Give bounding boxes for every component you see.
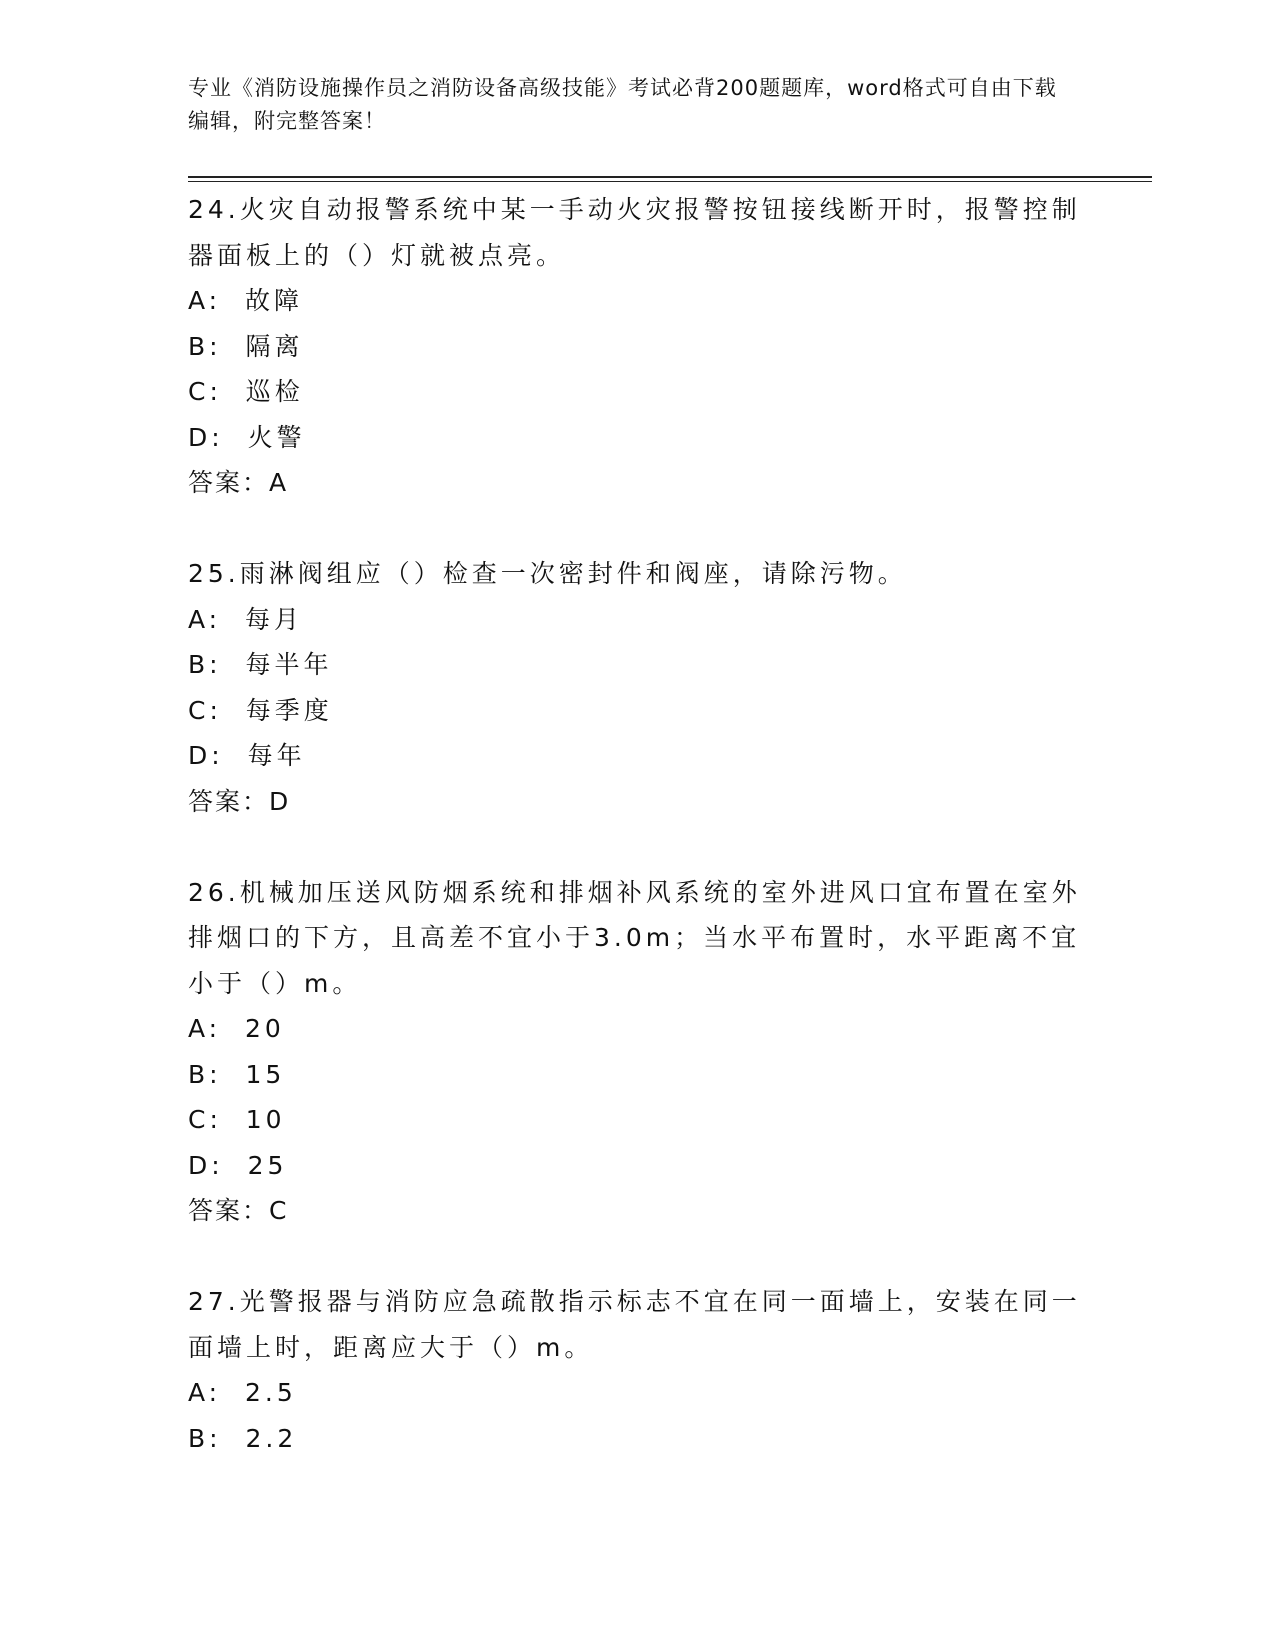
question-27 [188,1279,1088,1461]
header-divider-thin [188,181,1152,182]
option-c: C: 巡检 [188,377,304,406]
option-a: A: 2.5 [188,1378,297,1407]
question-list [188,187,1088,1461]
option-a: A: 20 [188,1014,285,1043]
question-stem: 27.光警报器与消防应急疏散指示标志不宜在同一面墙上，安装在同一面墙上时，距离应大于（）m。 [188,1287,1081,1362]
answer-line: 答案：D [188,786,291,816]
option-a: A: 每月 [188,604,303,634]
option-c: C: 10 [188,1105,286,1134]
question-26 [188,870,1088,1234]
option-b: B: 2.2 [188,1423,298,1453]
option-d: D: 每年 [188,741,306,770]
option-b: B: 15 [188,1059,286,1089]
answer-line: 答案：A [188,468,289,497]
document-header: 专业《消防设施操作员之消防设备高级技能》考试必背200题题库，word格式可自由下载编辑，附完整答案！ [188,76,1057,133]
question-24 [188,187,1088,506]
question-25 [188,551,1088,824]
option-c: C: 每季度 [188,695,333,725]
answer-line: 答案：C [188,1196,289,1225]
option-d: D: 火警 [188,422,306,452]
header-divider-thick [188,176,1152,178]
option-b: B: 每半年 [188,650,333,679]
option-a: A: 故障 [188,286,303,315]
option-b: B: 隔离 [188,331,304,361]
option-d: D: 25 [188,1150,288,1180]
question-stem: 24.火灾自动报警系统中某一手动火灾报警按钮接线断开时，报警控制器面板上的（）灯就被点亮。 [188,195,1081,270]
question-stem: 25.雨淋阀组应（）检查一次密封件和阀座，请除污物。 [188,559,907,588]
question-stem: 26.机械加压送风防烟系统和排烟补风系统的室外进风口宜布置在室外排烟口的下方，且高差不宜小于3.0m；当水平布置时，水平距离不宜小于（）m。 [188,877,1081,998]
